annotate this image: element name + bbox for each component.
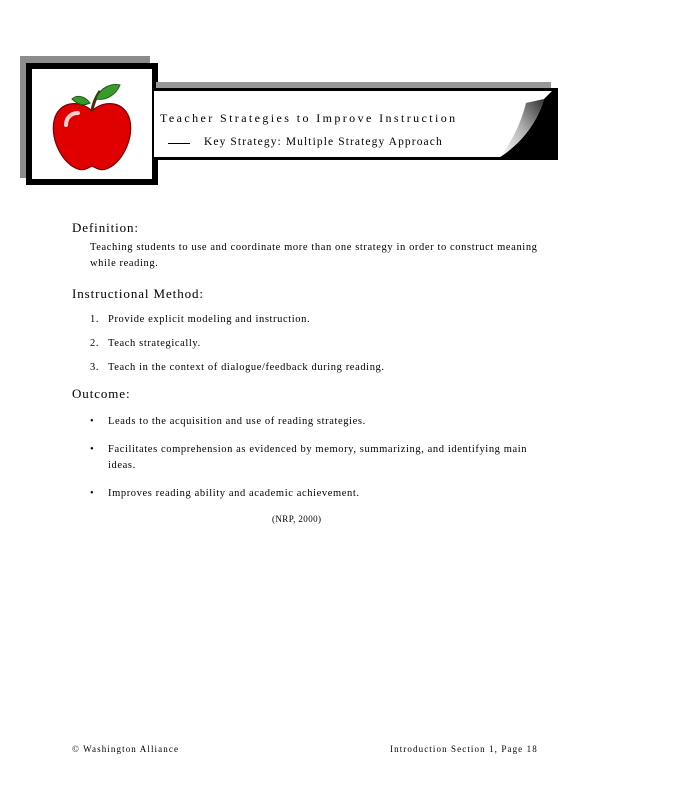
list-number: 2. <box>90 338 100 349</box>
list-item <box>90 314 552 325</box>
list-item-text: Teach strategically. <box>108 338 201 349</box>
list-item-text: Improves reading ability and academic achievement. <box>108 488 360 499</box>
list-item <box>90 486 552 502</box>
bullet-icon: • <box>90 416 95 427</box>
bullet-icon: • <box>90 488 95 499</box>
list-number: 1. <box>90 314 100 325</box>
header <box>20 56 560 190</box>
list-item <box>90 338 552 349</box>
footer-copyright: © Washington Alliance <box>72 744 180 754</box>
page-subtitle: Key Strategy: Multiple Strategy Approach <box>204 136 443 148</box>
list-item <box>90 442 552 474</box>
definition-heading: Definition: <box>72 220 139 235</box>
list-item-text: Facilitates comprehension as evidenced by memory, summarizing, and identifying main ideas. <box>108 444 528 471</box>
list-item <box>90 362 552 373</box>
apple-icon <box>32 69 152 179</box>
citation: (NRP, 2000) <box>272 514 322 524</box>
list-item-text: Leads to the acquisition and use of reading strategies. <box>108 416 366 427</box>
page-title: Teacher Strategies to Improve Instruction <box>160 111 458 125</box>
main-content <box>72 220 552 524</box>
bullet-icon: • <box>90 444 95 455</box>
subtitle-rule <box>168 143 190 144</box>
logo-box <box>26 63 158 185</box>
list-item-text: Provide explicit modeling and instruction. <box>108 314 311 325</box>
list-item <box>90 414 552 430</box>
list-number: 3. <box>90 362 100 373</box>
outcome-list <box>72 414 552 502</box>
definition-text: Teaching students to use and coordinate more than one strategy in order to construct meaning while reading. <box>90 242 538 269</box>
method-list <box>72 314 552 373</box>
outcome-heading: Outcome: <box>72 386 131 401</box>
method-heading: Instructional Method: <box>72 286 204 301</box>
title-banner <box>154 88 558 160</box>
list-item-text: Teach in the context of dialogue/feedback during reading. <box>108 362 385 373</box>
footer-page-number: Introduction Section 1, Page 18 <box>390 744 538 754</box>
page-curl-icon <box>492 91 552 157</box>
